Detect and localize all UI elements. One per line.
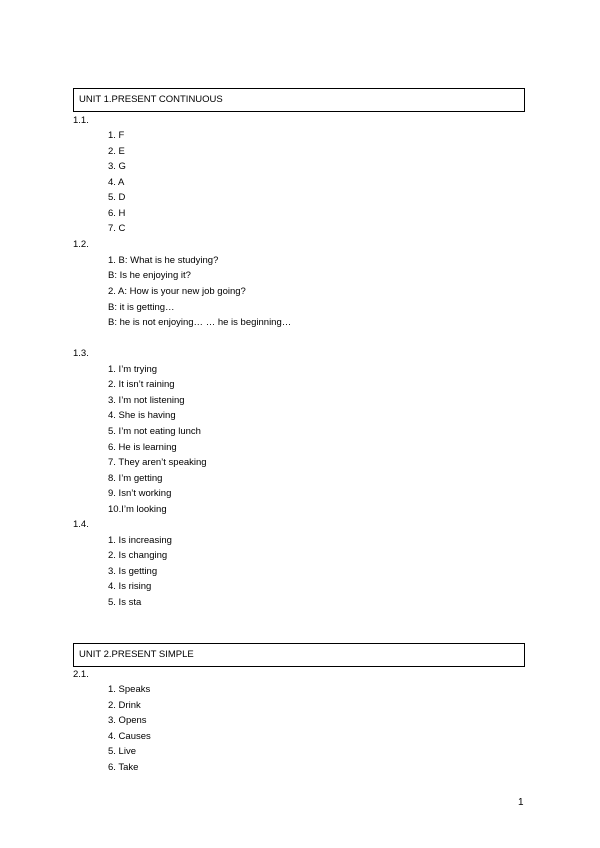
page-number: 1 bbox=[518, 797, 524, 808]
section-label-1-2: 1.2. bbox=[73, 239, 89, 250]
answer-line: 6. Take bbox=[108, 762, 139, 773]
answer-line: 4. Causes bbox=[108, 731, 151, 742]
answer-line: 5. Live bbox=[108, 746, 136, 757]
answer-line: B: he is not enjoying… … he is beginning… bbox=[108, 317, 292, 328]
answer-line: 6. He is learning bbox=[108, 442, 177, 453]
answer-line: 3. G bbox=[108, 161, 126, 172]
section-label-1-1: 1.1. bbox=[73, 115, 89, 126]
answer-line: 3. Is getting bbox=[108, 566, 158, 577]
answer-line: 6. H bbox=[108, 208, 126, 219]
answer-line: 2. It isn’t raining bbox=[108, 379, 175, 390]
answer-line: 4. Is rising bbox=[108, 581, 152, 592]
answer-line: B: it is getting… bbox=[108, 302, 175, 313]
unit-2-heading: UNIT 2.PRESENT SIMPLE bbox=[73, 643, 525, 667]
answer-line: 3. I’m not listening bbox=[108, 395, 185, 406]
answer-line: 2. Drink bbox=[108, 700, 141, 711]
answer-line: B: Is he enjoying it? bbox=[108, 270, 191, 281]
answer-line: 2. A: How is your new job going? bbox=[108, 286, 246, 297]
answer-line: 1. Speaks bbox=[108, 684, 151, 695]
unit-1-heading: UNIT 1.PRESENT CONTINUOUS bbox=[73, 88, 525, 112]
answer-line: 5. I’m not eating lunch bbox=[108, 426, 201, 437]
answer-line: 8. I’m getting bbox=[108, 473, 163, 484]
answer-line: 1. B: What is he studying? bbox=[108, 255, 219, 266]
section-label-1-3: 1.3. bbox=[73, 348, 89, 359]
answer-line: 10.I’m looking bbox=[108, 504, 167, 515]
answer-line: 5. Is sta bbox=[108, 597, 142, 608]
answer-line: 1. Is increasing bbox=[108, 535, 172, 546]
answer-line: 2. E bbox=[108, 146, 125, 157]
answer-line: 1. F bbox=[108, 130, 125, 141]
section-label-2-1: 2.1. bbox=[73, 669, 89, 680]
answer-line: 4. A bbox=[108, 177, 125, 188]
answer-line: 3. Opens bbox=[108, 715, 147, 726]
section-label-1-4: 1.4. bbox=[73, 519, 89, 530]
answer-line: 7. They aren’t speaking bbox=[108, 457, 207, 468]
answer-line: 9. Isn’t working bbox=[108, 488, 172, 499]
answer-line: 5. D bbox=[108, 192, 126, 203]
answer-line: 7. C bbox=[108, 223, 126, 234]
answer-line: 4. She is having bbox=[108, 410, 176, 421]
answer-line: 1. I’m trying bbox=[108, 364, 158, 375]
answer-line: 2. Is changing bbox=[108, 550, 168, 561]
